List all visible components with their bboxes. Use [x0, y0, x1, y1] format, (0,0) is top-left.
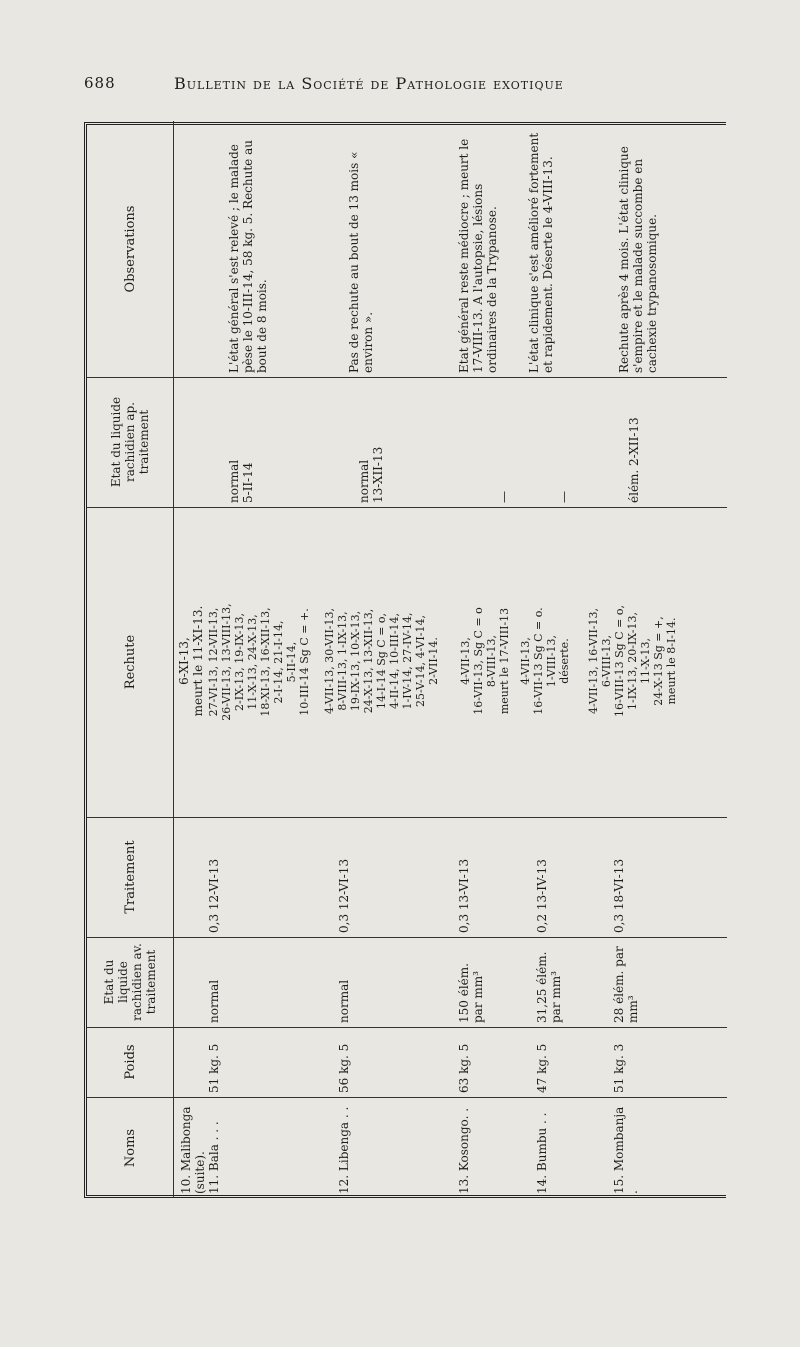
row-etat-av: 150 élém. par mm³: [457, 963, 485, 1023]
row-observations: L'état clinique s'est amélioré fortement et rapidement. Déserte le 4-VIII-13.: [527, 132, 555, 373]
row-observations: Etat général reste médiocre ; meurt le 17-VIII-13. A l'autopsie, lésions ordinaires de la Trypanose.: [457, 138, 499, 373]
row-etat-av: 31,25 élém. par mm³: [535, 951, 563, 1023]
column-header-poids: Poids: [87, 1027, 174, 1097]
row-name: 12. Libenga . .: [337, 1106, 351, 1194]
row-observations: Pas de rechute au bout de 13 mois « environ ».: [347, 151, 375, 373]
row-poids: 51 kg. 5: [207, 1043, 221, 1093]
row-name: 10. Malibonga (suite).: [179, 1106, 207, 1194]
row-rechute: 6-XI-13, meurt le 11-XI-13.: [177, 605, 205, 717]
column-etat-ap: [87, 377, 727, 508]
row-name: 15. Mombanja .: [612, 1106, 640, 1194]
column-observations: [87, 121, 727, 378]
row-rechute: 4-VII-13, 16-VII-13, Sg C = o 8-VIII-13, meurt le 17-VIII-13: [459, 607, 511, 715]
row-poids: 56 kg. 5: [337, 1043, 351, 1093]
row-poids: 47 kg. 5: [535, 1043, 549, 1093]
column-etat-av: [87, 937, 727, 1028]
row-etat-ap: élém. 2-XII-13: [627, 417, 641, 503]
row-observations: L'état général s'est relevé ; le malade pèse le 10-III-14, 58 kg. 5. Rechute au bout de 8 mois.: [227, 140, 269, 373]
row-poids: 63 kg. 5: [457, 1043, 471, 1093]
column-header-rechute: Rechute: [87, 507, 174, 817]
row-name: 14. Bumbu . .: [535, 1112, 549, 1194]
row-traitement: 0,3 12-VI-13: [337, 858, 351, 933]
column-header-observations: Observations: [87, 121, 174, 377]
row-etat-ap: —: [497, 491, 511, 503]
row-etat-av: normal: [207, 979, 221, 1023]
rotated-table: [87, 122, 727, 1198]
row-rechute: 4-VII-13, 16-VII-13, 6-VIII-13, 16-VIII-13 Sg C = o, 1-IX-13, 20-IX-13, 11-X-13, 24-X-13 Sg = +, meurt le 8-I-14.: [587, 605, 678, 717]
page-number: 688: [84, 74, 116, 92]
column-rechute: [87, 507, 727, 818]
row-poids: 51 kg. 3: [612, 1043, 626, 1093]
column-poids: [87, 1027, 727, 1098]
column-header-etat-av: Etat du liquide rachidien av. traitement: [87, 937, 174, 1027]
column-noms: [87, 1098, 727, 1198]
column-traitement: [87, 817, 727, 938]
row-rechute: 4-VII-13, 16-VII-13 Sg C = o. 1-VIII-13, déserte.: [519, 607, 571, 715]
row-observations: Rechute après 4 mois. L'état clinique s'empire et le malade succombe en cachexie trypanosomique.: [617, 146, 659, 373]
column-header-traitement: Traitement: [87, 817, 174, 937]
column-header-etat-ap: Etat du liquide rachidien ap. traitement: [87, 377, 174, 507]
row-traitement: 0,3 13-VI-13: [457, 858, 471, 933]
column-header-noms: Noms: [87, 1098, 174, 1198]
row-etat-ap: normal 13-XII-13: [357, 446, 385, 503]
row-rechute: 27-VI-13, 12-VII-13, 26-VII-13, 13-VIII-13, 2-IX-13, 19-IX-13, 11-X-13, 24-X-13, 18-XI-13, 16-XII-13, 2-I-14, 21-I-14, 5-II-14, 10-III-14 Sg C = +.: [207, 603, 311, 721]
row-name: 13. Kosongo. .: [457, 1107, 471, 1194]
running-title: Bulletin de la Société de Pathologie exotique: [174, 74, 564, 93]
row-traitement: 0,2 13-IV-13: [535, 859, 549, 933]
row-name: 11. Bala . . .: [207, 1121, 221, 1194]
row-traitement: 0,3 18-VI-13: [612, 858, 626, 933]
row-traitement: 0,3 12-VI-13: [207, 858, 221, 933]
row-etat-av: normal: [337, 979, 351, 1023]
row-etat-av: 28 élém. par mm³: [612, 946, 640, 1023]
row-etat-ap: normal 5-II-14: [227, 459, 255, 503]
row-etat-ap: —: [557, 491, 571, 503]
row-rechute: 4-VII-13, 30-VII-13, 8-VIII-13, 1-IX-13, 19-IX-13, 10-X-13, 24-X-13, 13-XII-13, 14-I-14 Sg C = o, 4-II-14, 10-III-14, 1-IV-14, 27-IV-14, 25-V-14, 4-VI-14, 2-VII-14.: [323, 608, 440, 715]
